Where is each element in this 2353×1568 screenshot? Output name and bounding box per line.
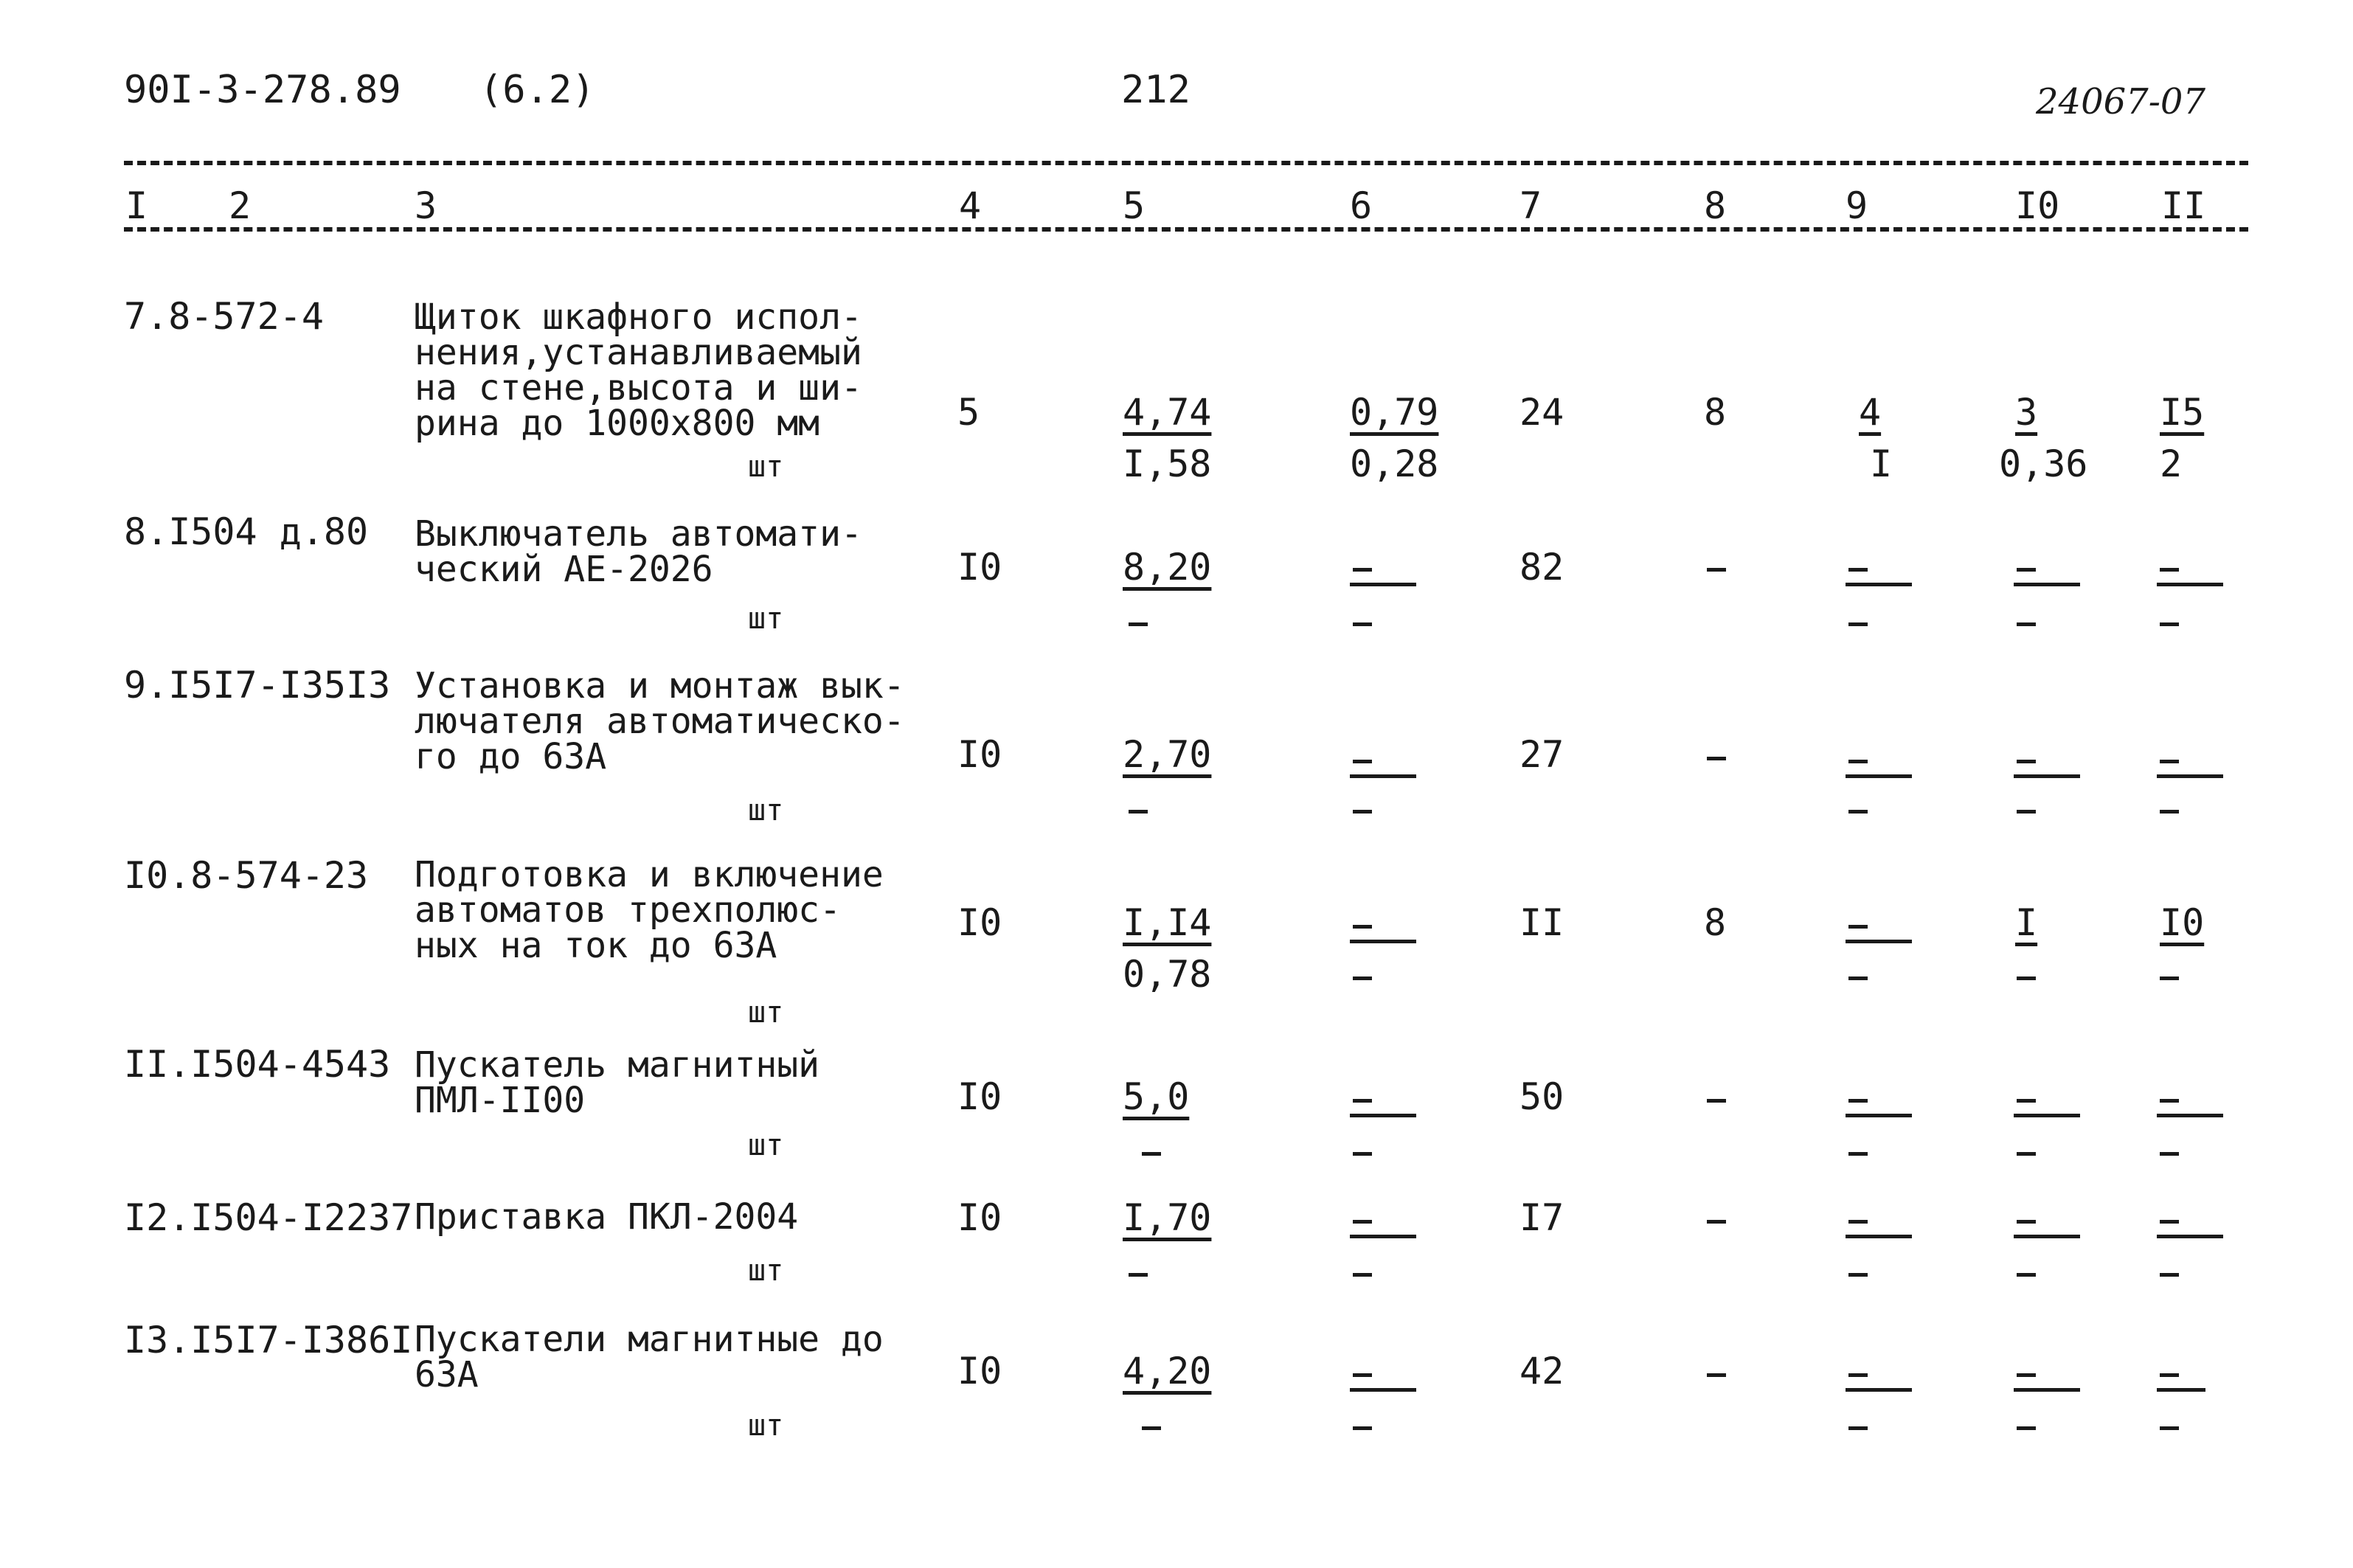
cell-c9-top-dash: [1848, 1373, 1868, 1377]
cell-c6-rule: [1350, 774, 1416, 778]
row-description: Подготовка и включение автоматов трехполюс- ных на ток до 63А: [415, 854, 884, 966]
cell-quantity: I0: [957, 1075, 1002, 1118]
cell-c6-bottom-dash: [1353, 976, 1372, 980]
cell-c9-bottom-dash: [1848, 810, 1868, 814]
cell-c11-rule: [2157, 774, 2223, 778]
column-number: 3: [415, 184, 437, 227]
cell-c6-rule: [1350, 583, 1416, 586]
row-unit: шт: [748, 602, 784, 636]
cell-c6-rule: [1350, 1235, 1416, 1238]
cell-c8-dash: [1707, 1220, 1726, 1224]
page-number: 212: [1121, 68, 1191, 112]
cell-c11-rule: [2157, 583, 2223, 586]
row-description: Пускатели магнитные до 63А: [415, 1319, 884, 1395]
cell-c5-bottom-dash: [1142, 1426, 1161, 1430]
cell-c9-top: 4: [1859, 391, 1882, 434]
cell-c7: 82: [1519, 546, 1564, 589]
cell-quantity: I0: [957, 546, 1002, 589]
column-number: 7: [1519, 184, 1542, 227]
cell-c10-rule: [2014, 774, 2080, 778]
cell-c11-top: I0: [2160, 901, 2205, 944]
cell-c10-rule: [2014, 583, 2080, 586]
cell-c6-rule: [1350, 1388, 1416, 1392]
cell-c11-top: I5: [2160, 391, 2205, 434]
cell-c10-rule: [2014, 1388, 2080, 1392]
cell-c5-bottom-dash: [1129, 622, 1148, 626]
cell-c11-bottom-dash: [2160, 1152, 2179, 1156]
cell-c5-top: 8,20: [1123, 546, 1212, 589]
row-unit: шт: [748, 996, 784, 1030]
row-unit: шт: [748, 1128, 784, 1162]
inventory-number: 24067-07: [2036, 81, 2205, 122]
cell-c6-rule: [1350, 940, 1416, 943]
cell-c11-rule: [2157, 1388, 2205, 1392]
cell-c9-rule: [1846, 1235, 1912, 1238]
cell-c9-bottom-dash: [1848, 1152, 1868, 1156]
row-number-code: I2.I504-I2237: [124, 1196, 413, 1239]
cell-c5-top: 4,20: [1123, 1350, 1212, 1392]
cell-c9-bottom-dash: [1848, 1426, 1868, 1430]
cell-c6-bottom-dash: [1353, 1152, 1372, 1156]
cell-c10-bottom-dash: [2017, 1152, 2036, 1156]
cell-c6-bottom-dash: [1353, 1426, 1372, 1430]
cell-c10-bottom-dash: [2017, 976, 2036, 980]
cell-c8-dash: [1707, 757, 1726, 760]
cell-c5-bottom-dash: [1142, 1152, 1161, 1156]
row-unit: шт: [748, 794, 784, 828]
cell-c6-top-dash: [1353, 1373, 1372, 1377]
cell-c10-bottom-dash: [2017, 1273, 2036, 1277]
cell-c10-bottom-dash: [2017, 810, 2036, 814]
cell-quantity: 5: [957, 391, 980, 434]
row-description: Приставка ПКЛ-2004: [415, 1196, 799, 1238]
column-number: 2: [229, 184, 252, 227]
cell-c11-rule: [2157, 1114, 2223, 1117]
cell-c10-rule: [2014, 1235, 2080, 1238]
row-description: Установка и монтаж вык- лючателя автоматическо- го до 63А: [415, 665, 905, 777]
column-number: 5: [1123, 184, 1146, 227]
column-number: 4: [959, 184, 982, 227]
cell-c8: 8: [1704, 391, 1727, 434]
cell-c10-top-dash: [2017, 1373, 2036, 1377]
cell-c11-rule: [2157, 1235, 2223, 1238]
cell-c10-bottom-dash: [2017, 1426, 2036, 1430]
column-number: 6: [1350, 184, 1373, 227]
cell-c6-top-dash: [1353, 925, 1372, 929]
cell-c10-rule: [2014, 1114, 2080, 1117]
row-description: Выключатель автомати- ческий АЕ-2026: [415, 513, 862, 590]
cell-c11-bottom: 2: [2160, 443, 2183, 485]
column-number: I: [125, 184, 148, 227]
row-number-code: 8.I504 д.80: [124, 510, 369, 553]
cell-c6-top-dash: [1353, 760, 1372, 763]
cell-c9-rule: [1846, 940, 1912, 943]
cell-c11-top-dash: [2160, 760, 2179, 763]
cell-c10-top-dash: [2017, 1099, 2036, 1103]
cell-c11-bottom-dash: [2160, 810, 2179, 814]
cell-c6-bottom: 0,28: [1350, 443, 1439, 485]
cell-c9-top-dash: [1848, 925, 1868, 929]
cell-c8-dash: [1707, 1373, 1726, 1377]
cell-c11-bottom-dash: [2160, 1273, 2179, 1277]
row-number-code: 9.I5I7-I35I3: [124, 664, 391, 707]
cell-c11-bottom-dash: [2160, 1426, 2179, 1430]
cell-c9-top-dash: [1848, 1099, 1868, 1103]
cell-c7: 50: [1519, 1075, 1564, 1118]
cell-c5-top: I,70: [1123, 1196, 1212, 1239]
cell-c9-rule: [1846, 774, 1912, 778]
cell-c9-rule: [1846, 1388, 1912, 1392]
cell-c8: 8: [1704, 901, 1727, 944]
cell-c7: 24: [1519, 391, 1564, 434]
cell-c7: II: [1519, 901, 1564, 944]
cell-c7: 42: [1519, 1350, 1564, 1392]
cell-c9-top-dash: [1848, 760, 1868, 763]
row-unit: шт: [748, 450, 784, 484]
cell-c5-top: I,I4: [1123, 901, 1212, 944]
cell-c5-bottom: I,58: [1123, 443, 1212, 485]
cell-c5-bottom: 0,78: [1123, 953, 1212, 996]
cell-c10-bottom: 0,36: [1999, 443, 2088, 485]
cell-c5-top: 2,70: [1123, 733, 1212, 776]
header-top-rule: [124, 161, 2248, 165]
cell-quantity: I0: [957, 1196, 1002, 1239]
row-unit: шт: [748, 1254, 784, 1288]
cell-c10-bottom-dash: [2017, 622, 2036, 626]
cell-quantity: I0: [957, 901, 1002, 944]
cell-c7: 27: [1519, 733, 1564, 776]
cell-c5-bottom-dash: [1129, 1273, 1148, 1277]
column-number: 9: [1846, 184, 1868, 227]
cell-c11-top-dash: [2160, 568, 2179, 572]
cell-c11-top-dash: [2160, 1220, 2179, 1224]
cell-c6-top-dash: [1353, 1099, 1372, 1103]
header-bottom-rule: [124, 227, 2248, 232]
cell-c6-top-dash: [1353, 568, 1372, 572]
cell-c9-top-dash: [1848, 1220, 1868, 1224]
row-number-code: I0.8-574-23: [124, 854, 369, 897]
cell-c9-top-dash: [1848, 568, 1868, 572]
cell-c11-top-dash: [2160, 1373, 2179, 1377]
cell-c11-top-dash: [2160, 1099, 2179, 1103]
cell-c9-bottom: I: [1870, 443, 1893, 485]
column-number: 8: [1704, 184, 1727, 227]
cell-c11-bottom-dash: [2160, 622, 2179, 626]
document-code: 90I-3-278.89: [124, 68, 401, 112]
cell-c10-top-dash: [2017, 568, 2036, 572]
row-description: Пускатель магнитный ПМЛ-II00: [415, 1044, 820, 1121]
row-description: Щиток шкафного испол- нения,устанавливаемый на стене,высота и ши- рина до 1000х800 мм: [415, 296, 862, 444]
cell-c10-top: 3: [2015, 391, 2038, 434]
column-number: I0: [2015, 184, 2060, 227]
cell-c7: I7: [1519, 1196, 1564, 1239]
cell-c6-top: 0,79: [1350, 391, 1439, 434]
cell-c10-top: I: [2015, 901, 2038, 944]
cell-c8-dash: [1707, 568, 1726, 572]
row-unit: шт: [748, 1409, 784, 1443]
cell-c10-top-dash: [2017, 760, 2036, 763]
cell-c9-bottom-dash: [1848, 622, 1868, 626]
cell-c8-dash: [1707, 1099, 1726, 1103]
column-number: II: [2161, 184, 2206, 227]
cell-c6-bottom-dash: [1353, 1273, 1372, 1277]
cell-c10-top-dash: [2017, 1220, 2036, 1224]
cell-c9-bottom-dash: [1848, 976, 1868, 980]
cell-c6-rule: [1350, 1114, 1416, 1117]
cell-c5-top: 5,0: [1123, 1075, 1190, 1118]
row-number-code: 7.8-572-4: [124, 295, 324, 338]
cell-c9-bottom-dash: [1848, 1273, 1868, 1277]
cell-quantity: I0: [957, 733, 1002, 776]
section-number: (6.2): [479, 68, 595, 112]
cell-c6-bottom-dash: [1353, 622, 1372, 626]
cell-c6-bottom-dash: [1353, 810, 1372, 814]
cell-c9-rule: [1846, 1114, 1912, 1117]
row-number-code: II.I504-4543: [124, 1043, 391, 1086]
cell-quantity: I0: [957, 1350, 1002, 1392]
cell-c5-top: 4,74: [1123, 391, 1212, 434]
cell-c9-rule: [1846, 583, 1912, 586]
cell-c11-bottom-dash: [2160, 976, 2179, 980]
row-number-code: I3.I5I7-I386I: [124, 1319, 413, 1361]
cell-c6-top-dash: [1353, 1220, 1372, 1224]
cell-c5-bottom-dash: [1129, 810, 1148, 814]
